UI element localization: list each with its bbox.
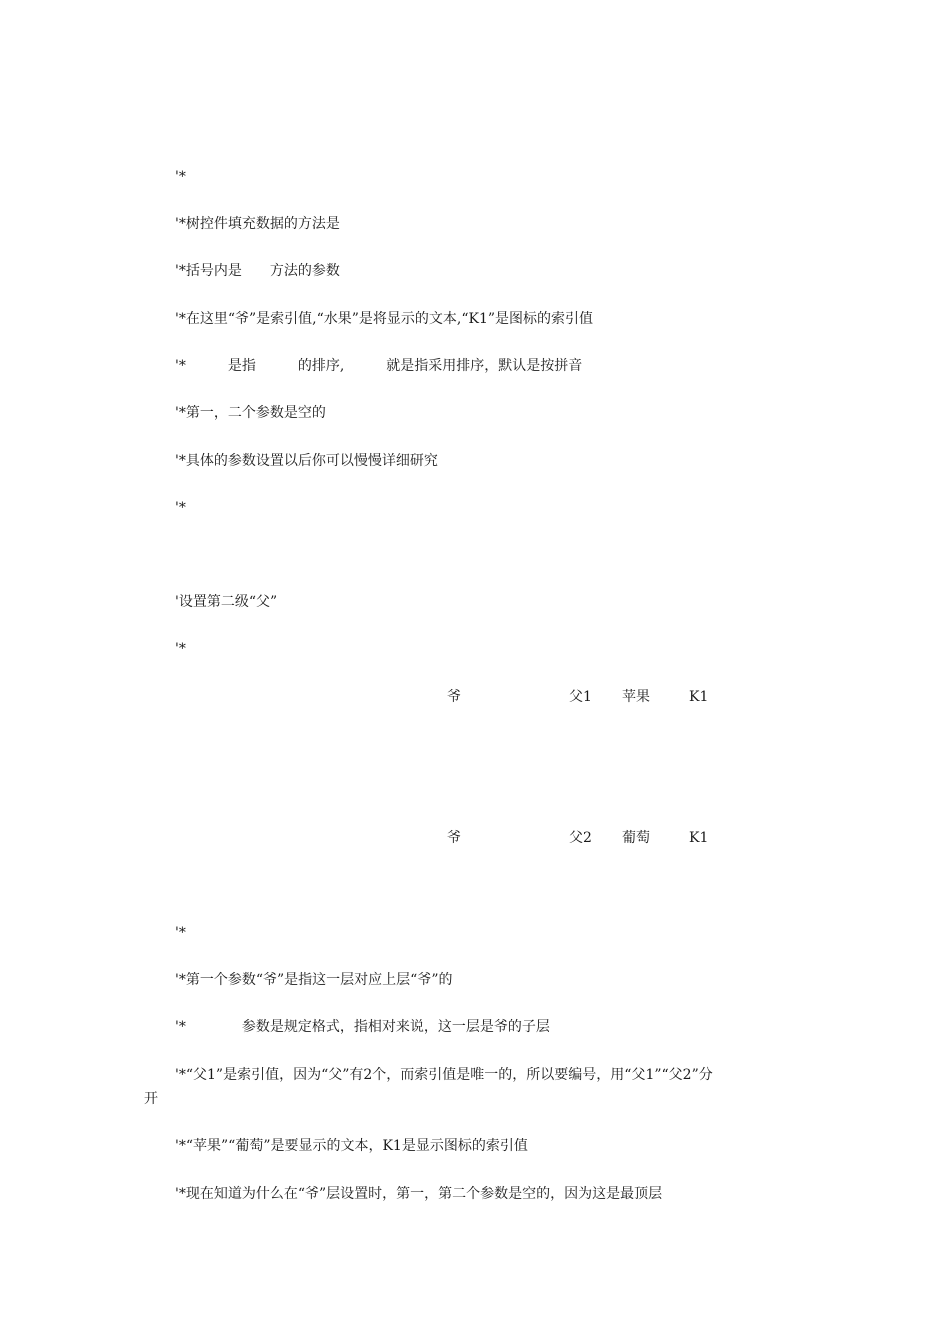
- comment-line: '*在这里“爷”是索引值,“水果”是将显示的文本,“K1”是图标的索引值: [175, 311, 594, 327]
- comment-line: '*第一，二个参数是空的: [175, 405, 326, 421]
- comment-line: '*具体的参数设置以后你可以慢慢详细研究: [175, 453, 438, 469]
- section-heading: '设置第二级“父”: [175, 594, 278, 610]
- comment-line: '*: [175, 641, 186, 657]
- row-icon: K1: [689, 689, 709, 705]
- row-key: 父2: [569, 830, 592, 846]
- comment-line-continuation: 开: [144, 1091, 158, 1107]
- row-text: 葡萄: [622, 830, 650, 846]
- comment-line: '*“苹果”“葡萄”是要显示的文本，K1是显示图标的索引值: [175, 1138, 528, 1154]
- comment-line: '* 是指 的排序, 就是指采用排序，默认是按拼音: [175, 358, 583, 374]
- comment-line: '*: [175, 169, 186, 185]
- comment-line: '*: [175, 925, 186, 941]
- comment-line: '*括号内是 方法的参数: [175, 263, 340, 279]
- comment-line: '* 参数是规定格式，指相对来说，这一层是爷的子层: [175, 1019, 550, 1035]
- row-icon: K1: [689, 830, 709, 846]
- row-text: 苹果: [622, 689, 650, 705]
- row-key: 父1: [569, 689, 592, 705]
- comment-line: '*第一个参数“爷”是指这一层对应上层“爷”的: [175, 972, 453, 988]
- row-parent: 爷: [447, 689, 461, 705]
- comment-line: '*: [175, 500, 186, 516]
- comment-line: '*树控件填充数据的方法是: [175, 216, 340, 232]
- comment-line: '*现在知道为什么在“爷”层设置时，第一，第二个参数是空的，因为这是最顶层: [175, 1186, 663, 1202]
- row-parent: 爷: [447, 830, 461, 846]
- comment-line: '*“父1”是索引值，因为“父”有2个，而索引值是唯一的，所以要编号，用“父1”“父2”分: [175, 1067, 713, 1083]
